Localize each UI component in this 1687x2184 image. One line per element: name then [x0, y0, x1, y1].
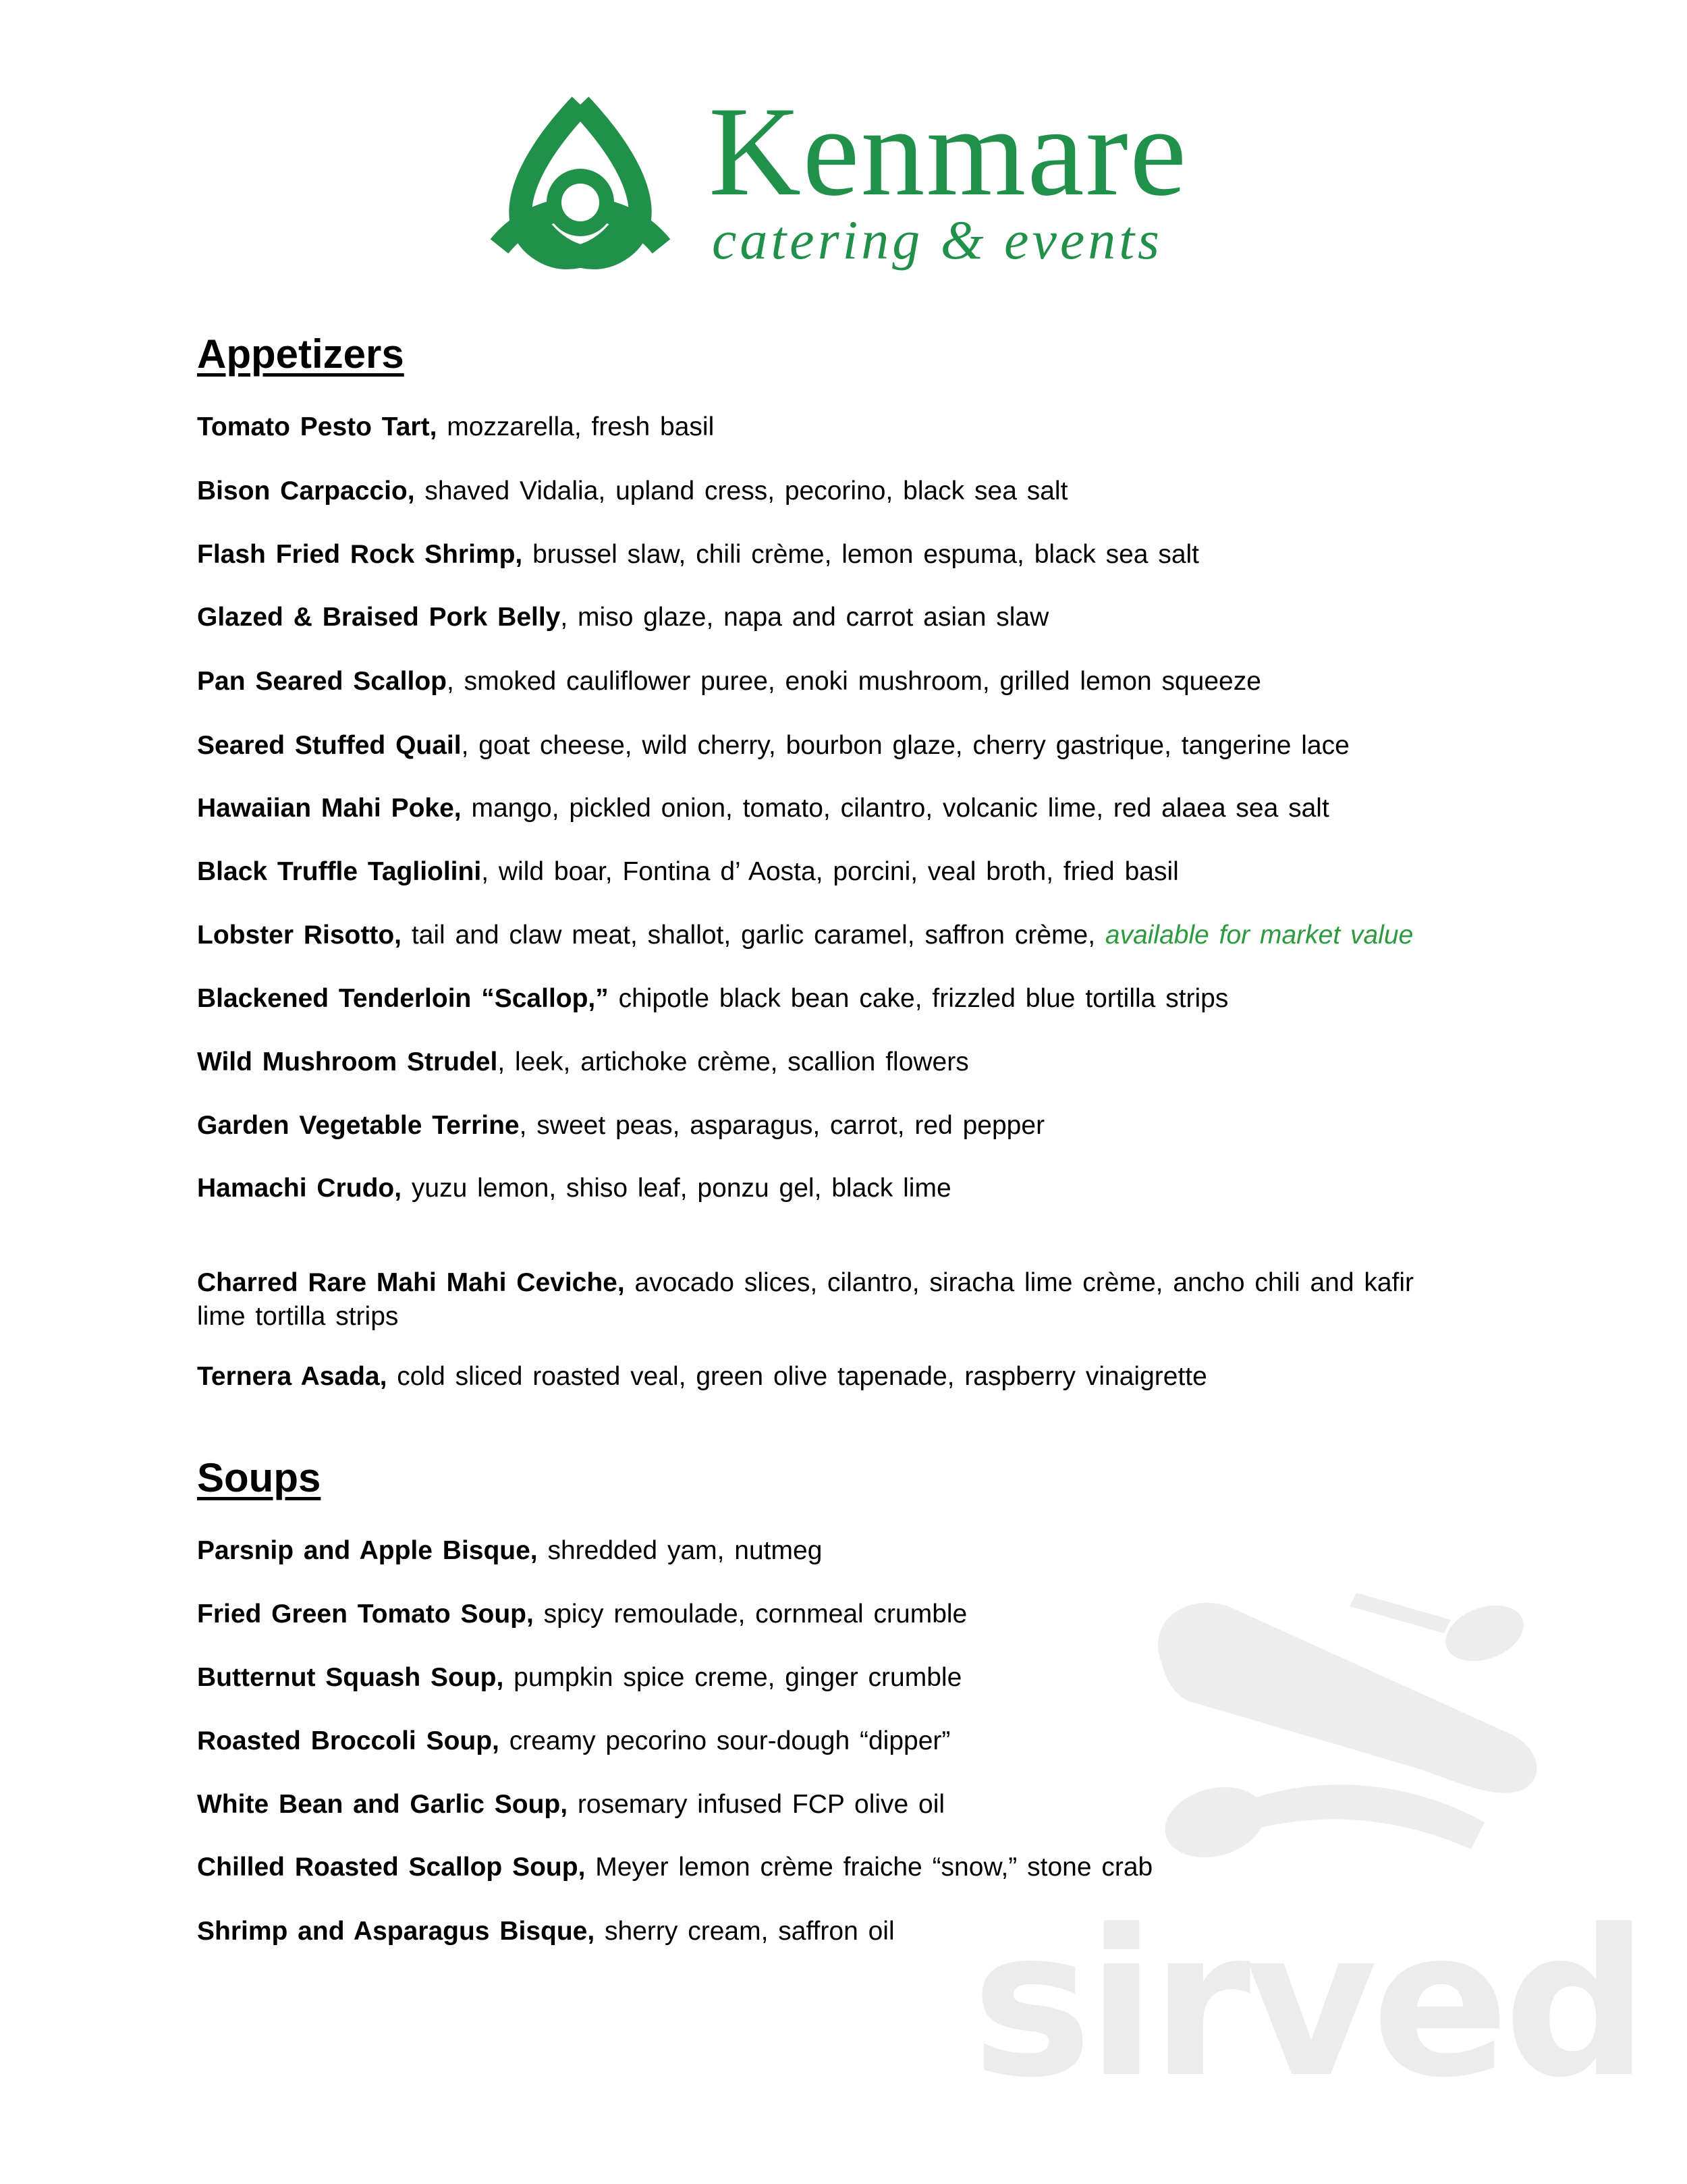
item-name: Ternera Asada, [197, 1362, 387, 1391]
item-name: Wild Mushroom Strudel [197, 1047, 498, 1076]
item-description: , wild boar, Fontina d’ Aosta, porcini, veal broth, fried basil [481, 857, 1179, 886]
trefoil-knot-icon [472, 94, 688, 277]
menu-item [197, 1851, 1452, 1884]
sirved-watermark [972, 1579, 1647, 2122]
item-description: avocado slices, cilantro, siracha lime crème, ancho chili and kafir lime tortilla strips [197, 1268, 1414, 1331]
logo-tagline: catering & events [712, 209, 1163, 271]
item-name: White Bean and Garlic Soup, [197, 1790, 568, 1819]
section-heading-appetizers: Appetizers [197, 331, 404, 377]
item-name: Fried Green Tomato Soup, [197, 1600, 534, 1629]
item-name: Chilled Roasted Scallop Soup, [197, 1853, 586, 1882]
item-description: , smoked cauliflower puree, enoki mushroom, grilled lemon squeeze [447, 667, 1261, 696]
item-description: yuzu lemon, shiso leaf, ponzu gel, black lime [402, 1174, 951, 1203]
item-description: , miso glaze, napa and carrot asian slaw [560, 603, 1049, 632]
menu-item [197, 1788, 1452, 1822]
menu-item [197, 729, 1452, 763]
item-description: tail and claw meat, shallot, garlic caramel, saffron crème, [402, 921, 1105, 950]
item-name: Garden Vegetable Terrine [197, 1111, 520, 1140]
item-description: shredded yam, nutmeg [537, 1536, 823, 1565]
item-name: Blackened Tenderloin “Scallop,” [197, 984, 609, 1013]
menu-item [197, 665, 1452, 699]
menu-item [197, 538, 1452, 572]
menu-item [197, 1534, 1452, 1568]
menu-item [197, 601, 1452, 634]
menu-item [197, 1724, 1452, 1758]
item-description: shaved Vidalia, upland cress, pecorino, black sea salt [414, 476, 1068, 506]
watermark-text: sirved [972, 1886, 1644, 2122]
item-description: rosemary infused FCP olive oil [568, 1790, 945, 1819]
item-description: , goat cheese, wild cherry, bourbon glaze, cherry gastrique, tangerine lace [461, 731, 1350, 760]
item-description: , leek, artichoke crème, scallion flowers [497, 1047, 969, 1076]
menu-item [197, 410, 1452, 444]
item-description: brussel slaw, chili crème, lemon espuma, black sea salt [522, 540, 1200, 569]
item-description: , sweet peas, asparagus, carrot, red pepper [519, 1111, 1045, 1140]
item-description: chipotle black bean cake, frizzled blue tortilla strips [608, 984, 1229, 1013]
item-description: cold sliced roasted veal, green olive tapenade, raspberry vinaigrette [387, 1362, 1207, 1391]
menu-item [197, 792, 1452, 825]
menu-item [197, 919, 1452, 952]
menu-item [197, 1172, 1452, 1205]
menu-item [197, 1915, 1452, 1948]
menu-item [197, 474, 1452, 508]
market-value-note: available for market value [1105, 921, 1414, 950]
item-description: pumpkin spice creme, ginger crumble [503, 1663, 962, 1692]
item-name: Pan Seared Scallop [197, 667, 447, 696]
menu-item [197, 1045, 1452, 1079]
item-name: Black Truffle Tagliolini [197, 857, 482, 886]
item-name: Seared Stuffed Quail [197, 731, 462, 760]
item-name: Glazed & Braised Pork Belly [197, 603, 561, 632]
item-name: Hawaiian Mahi Poke, [197, 794, 462, 823]
item-description: sherry cream, saffron oil [594, 1917, 895, 1946]
item-name: Flash Fried Rock Shrimp, [197, 540, 523, 569]
menu-item [197, 1360, 1452, 1394]
item-name: Tomato Pesto Tart, [197, 412, 437, 441]
menu-item [197, 1109, 1452, 1143]
kenmare-logo [472, 81, 1188, 283]
item-description: creamy pecorino sour-dough “dipper” [499, 1726, 951, 1755]
item-name: Roasted Broccoli Soup, [197, 1726, 499, 1755]
menu-item [197, 1661, 1452, 1695]
item-name: Charred Rare Mahi Mahi Ceviche, [197, 1268, 625, 1297]
item-name: Lobster Risotto, [197, 921, 402, 950]
menu-item [197, 982, 1452, 1016]
item-name: Hamachi Crudo, [197, 1174, 402, 1203]
logo-name: Kenmare [709, 81, 1188, 223]
section-heading-soups: Soups [197, 1455, 321, 1500]
item-name: Butternut Squash Soup, [197, 1663, 504, 1692]
menu-item [197, 1598, 1452, 1631]
item-description: Meyer lemon crème fraiche “snow,” stone crab [585, 1853, 1153, 1882]
item-description: spicy remoulade, cornmeal crumble [533, 1600, 968, 1629]
menu-item [197, 1266, 1452, 1334]
item-name: Bison Carpaccio, [197, 476, 415, 506]
menu-item [197, 855, 1452, 889]
item-name: Shrimp and Asparagus Bisque, [197, 1917, 595, 1946]
item-description: mozzarella, fresh basil [437, 412, 715, 441]
item-description: mango, pickled onion, tomato, cilantro, volcanic lime, red alaea sea salt [461, 794, 1329, 823]
item-name: Parsnip and Apple Bisque, [197, 1536, 538, 1565]
